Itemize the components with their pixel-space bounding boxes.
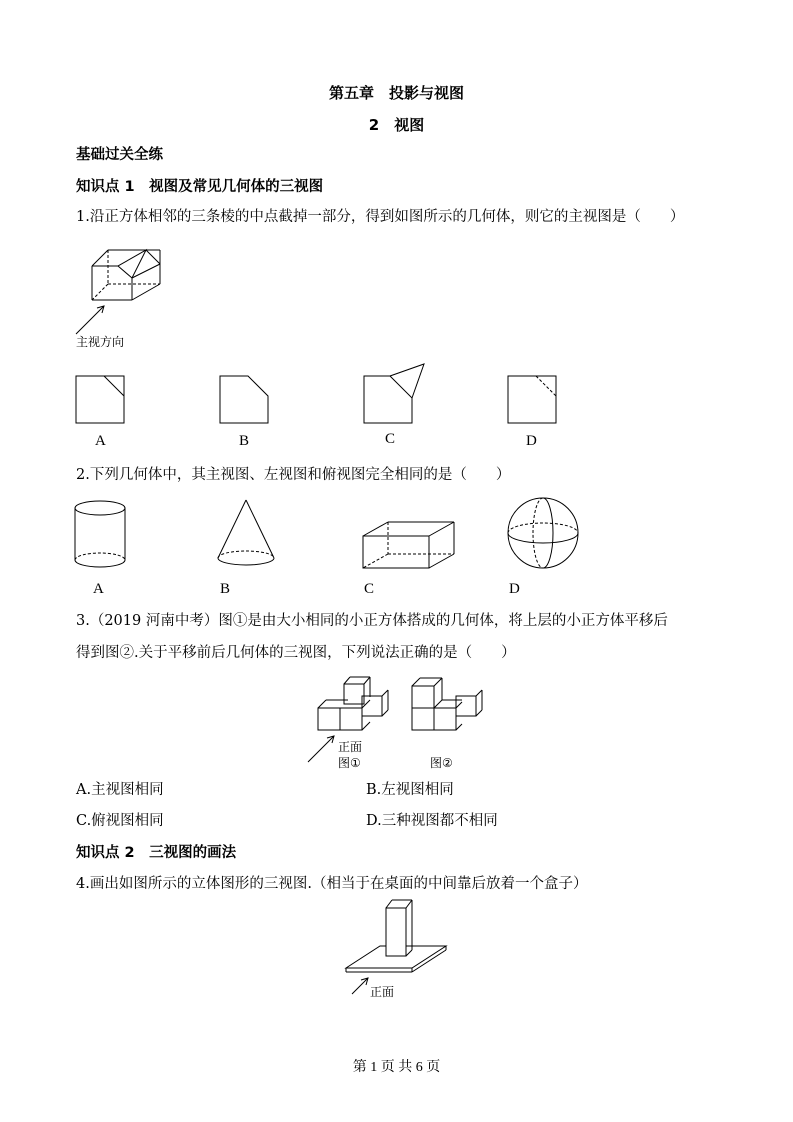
q1-option-d-label: D xyxy=(526,433,537,449)
q3-choice-d: D.三种视图都不相同 xyxy=(366,813,498,829)
q2-option-a-label: A xyxy=(93,581,104,597)
q1-option-b-figure xyxy=(220,376,270,426)
q1-option-b-label: B xyxy=(239,433,250,449)
page-footer: 第 1 页 共 6 页 xyxy=(352,1060,441,1075)
q3-choice-b: B.左视图相同 xyxy=(366,782,454,798)
q1-solid-figure xyxy=(70,238,180,348)
knowledge-point-1: 知识点 1 视图及常见几何体的三视图 xyxy=(76,179,324,195)
q3-text-line2: 得到图②.关于平移前后几何体的三视图，下列说法正确的是（ ） xyxy=(76,645,516,661)
q2-cuboid-figure xyxy=(362,520,458,572)
q3-text-line1: 3.（2019 河南中考）图①是由大小相同的小正方体搭成的几何体，将上层的小正方体平移后 xyxy=(76,613,668,629)
q3-fig2-label: 图② xyxy=(430,756,453,770)
q2-option-b-label: B xyxy=(220,581,231,597)
q3-front-label: 正面 xyxy=(338,740,363,754)
q1-direction-label: 主视方向 xyxy=(76,335,125,349)
chapter-title: 第五章 投影与视图 xyxy=(328,84,464,102)
q1-text: 1.沿正方体相邻的三条棱的中点截掉一部分，得到如图所示的几何体，则它的主视图是（ ） xyxy=(76,209,685,225)
q3-choice-c: C.俯视图相同 xyxy=(76,813,164,829)
q1-option-d-figure xyxy=(508,376,558,426)
q1-option-a-label: A xyxy=(95,433,106,449)
q2-option-d-label: D xyxy=(509,581,520,597)
q1-option-c-label: C xyxy=(385,431,396,447)
q1-option-a-figure xyxy=(76,376,126,426)
q1-option-c-figure xyxy=(364,360,434,426)
q4-front-label: 正面 xyxy=(370,985,395,999)
q4-figure xyxy=(340,898,452,998)
q3-choice-a: A.主视图相同 xyxy=(76,782,164,798)
q3-figure-2 xyxy=(408,672,488,732)
q2-cone-figure xyxy=(216,498,278,572)
q2-option-c-label: C xyxy=(364,581,375,597)
q2-sphere-figure xyxy=(506,496,582,572)
knowledge-point-2: 知识点 2 三视图的画法 xyxy=(76,845,237,861)
q2-cylinder-figure xyxy=(74,500,130,572)
q4-text: 4.画出如图所示的立体图形的三视图.（相当于在桌面的中间靠后放着一个盒子） xyxy=(76,876,588,892)
q2-text: 2.下列几何体中，其主视图、左视图和俯视图完全相同的是（ ） xyxy=(76,467,511,483)
section-title: 2 视图 xyxy=(368,116,425,134)
q3-fig1-label: 图① xyxy=(338,756,361,770)
part-heading: 基础过关全练 xyxy=(76,147,163,163)
